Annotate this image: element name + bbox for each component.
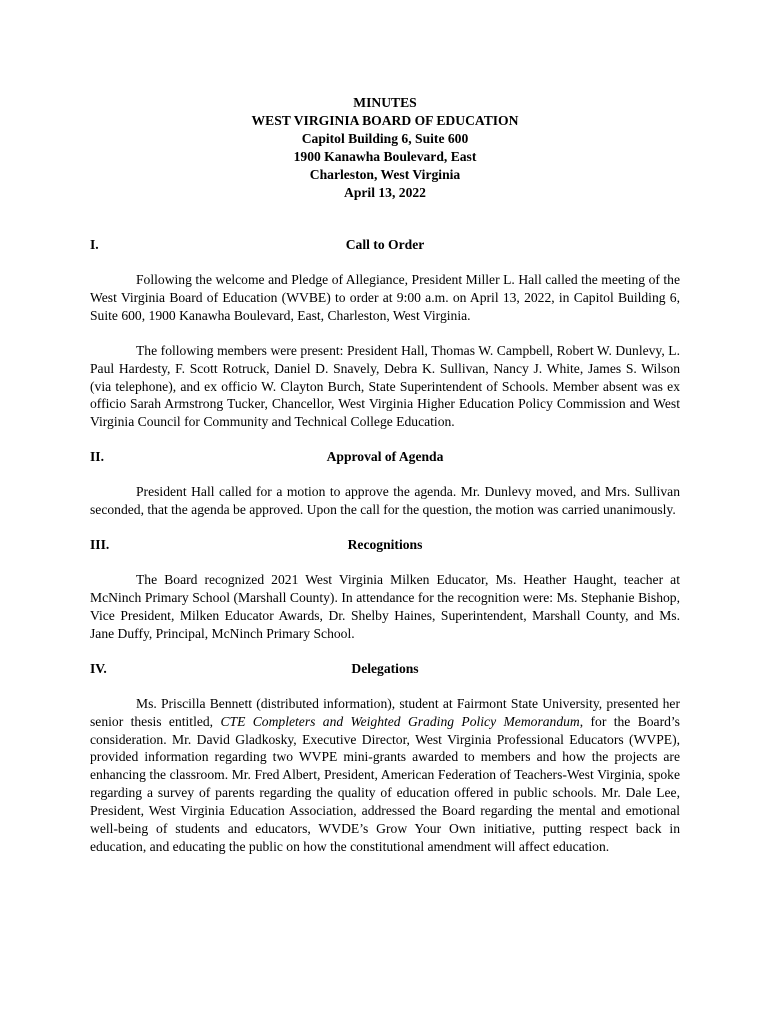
- section-heading-recognitions: [90, 536, 680, 554]
- section-heading-delegations: [90, 660, 680, 678]
- section-number: IV.: [90, 660, 107, 676]
- document-header: [0, 94, 770, 202]
- section-number: I.: [90, 237, 99, 252]
- paragraph: President Hall called for a motion to approve the agenda. Mr. Dunlevy moved, and Mrs. Sullivan seconded, that the agenda be approved. Upon the call for the question, the motion was carried unanimously.: [90, 484, 680, 518]
- address-building: Capitol Building 6, Suite 600: [301, 131, 469, 146]
- paragraph: Following the welcome and Pledge of Allegiance, President Miller L. Hall called the meeting of the West Virginia Board of Education (WVBE) to order at 9:00 a.m. on April 13, 2022, in Capitol Building 6, Suite 600, 1900 Kanawha Boulevard, East, Charleston, West Virginia.: [90, 272, 680, 323]
- paragraph: The following members were present: President Hall, Thomas W. Campbell, Robert W. Dunlevy, L. Paul Hardesty, F. Scott Rotruck, Daniel D. Snavely, Debra K. Sullivan, Nancy J. White, James S. Wilson (via telephone), and ex officio W. Clayton Burch, State Superintendent of Schools. Member absent was ex officio Sarah Armstrong Tucker, Chancellor, West Virginia Higher Education Policy Commission and West Virginia Council for Community and Technical College Education.: [90, 342, 680, 430]
- thesis-title: CTE Completers and Weighted Grading Policy Memorandum: [220, 713, 580, 729]
- paragraph-text: , for the Board’s consideration. Mr. David Gladkosky, Executive Director, West Virginia Professional Educators (WVPE), provided information regarding two WVPE mini-grants awarded to members and how the projects are enhancing the classroom. Mr. Fred Albert, President, American Federation of Teachers-West Virginia, spoke regarding a survey of parents regarding the quality of education offered in public schools. Mr. Dale Lee, President, West Virginia Education Association, addressed the Board regarding the mental and emotional well-being of students and educators, WVDE’s Grow Your Own initiative, putting respect back in education, and educating the public on how the constitutional amendment will affect education.: [90, 713, 680, 854]
- meeting-date: April 13, 2022: [344, 185, 426, 200]
- organization-name: WEST VIRGINIA BOARD OF EDUCATION: [251, 113, 519, 128]
- minutes-body: [90, 236, 680, 873]
- document-title: MINUTES: [353, 95, 417, 110]
- section-number: III.: [90, 537, 110, 553]
- section-heading-approval-of-agenda: [90, 448, 680, 466]
- section-title: Recognitions: [347, 537, 423, 553]
- paragraph-text: Ms. Priscilla Bennett (distributed information), student at Fairmont State University, presented her senior thesis entitled,: [90, 695, 680, 729]
- section-title: Approval of Agenda: [326, 449, 444, 465]
- section-title: Delegations: [351, 660, 419, 676]
- section-number: II.: [90, 449, 104, 465]
- section-title: Call to Order: [345, 237, 425, 252]
- paragraph: [90, 695, 680, 856]
- address-city: Charleston, West Virginia: [309, 167, 461, 182]
- section-heading-call-to-order: [90, 236, 680, 254]
- address-street: 1900 Kanawha Boulevard, East: [293, 149, 477, 164]
- paragraph: The Board recognized 2021 West Virginia Milken Educator, Ms. Heather Haught, teacher at McNinch Primary School (Marshall County). In attendance for the recognition were: Ms. Stephanie Bishop, Vice President, Milken Educator Awards, Dr. Shelby Haines, Superintendent, Marshall County, and Ms. Jane Duffy, Principal, McNinch Primary School.: [90, 572, 680, 641]
